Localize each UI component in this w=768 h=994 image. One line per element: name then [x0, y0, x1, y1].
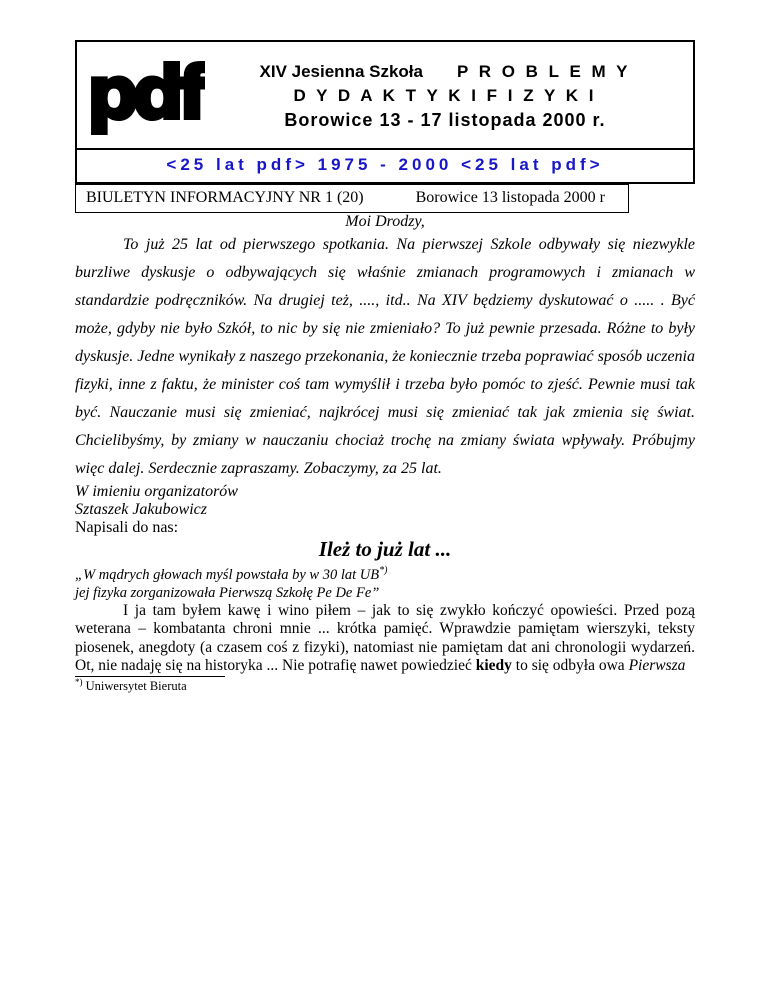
- footnote-marker: *): [75, 676, 83, 687]
- event-dates: Borowice 13 - 17 listopada 2000 r.: [284, 110, 606, 130]
- footnote: [75, 677, 695, 694]
- bulletin-bar: [75, 184, 629, 213]
- series-title-line1: P R O B L E M Y: [456, 62, 631, 81]
- article-paragraph-italic: Pierwsza: [628, 657, 686, 675]
- article-paragraph-text-2: to się odbyła owa: [511, 657, 629, 675]
- masthead: [75, 40, 695, 184]
- signoff-name: Sztaszek Jakubowicz: [75, 501, 207, 518]
- article-paragraph: [75, 602, 695, 676]
- epigraph-line1: [75, 562, 695, 584]
- section-intro: Napisali do nas:: [75, 519, 179, 536]
- article-title: Ileż to już lat ...: [318, 537, 452, 561]
- epigraph-line1-text: „W mądrych głowach myśl powstała by w 30 lat UB: [75, 566, 380, 583]
- salutation: Moi Drodzy,: [345, 213, 425, 230]
- masthead-text: [205, 60, 685, 132]
- signoff-role: W imieniu organizatorów: [75, 483, 238, 500]
- school-name: XIV Jesienna Szkoła: [259, 62, 423, 81]
- anniversary-banner: <25 lat pdf> 1975 - 2000 <25 lat pdf>: [77, 148, 693, 182]
- article-paragraph-text: I ja tam byłem kawę i wino piłem – jak to się zwykło kończyć opowieści. Przed pozą weterana – kombatanta chroni mnie ... krótka pamięć. Wprawdzie pamiętam wierszyki, teksty piosenek, anegdoty (a czasem coś z fizyki), natomiast nie pamiętam dat ani chronologii wydarzeń. Ot, nie nadaję się na historyka ... Nie potrafię nawet powiedzieć: [75, 601, 695, 675]
- footnote-reference: *): [379, 565, 388, 576]
- article-epigraph: [75, 562, 695, 602]
- article-paragraph-bold: kiedy: [475, 657, 512, 675]
- pdf-logo: [87, 46, 205, 146]
- masthead-top: [77, 42, 693, 148]
- masthead-line1: [205, 60, 685, 84]
- footnote-text: Uniwersytet Bieruta: [85, 678, 187, 693]
- bulletin-date: Borowice 13 listopada 2000 r: [415, 189, 605, 206]
- bulletin-title: BIULETYN INFORMACYJNY NR 1 (20): [86, 189, 364, 206]
- letter-body: To już 25 lat od pierwszego spotkania. Na pierwszej Szkole odbywały się niezwykle burzliwe dyskusje o odbywających się właśnie zmianach programowych i zmianach w standardzie podręczników. Na drugiej też, ...., itd.. Na XIV będziemy dyskutować o ..... . Być może, gdyby nie było Szkół, to nic by się nie zmieniało? To już pewnie przesada. Różne to były dyskusje. Jedne wynikały z naszego przekonania, że koniecznie trzeba poprawiać sposób uczenia fizyki, inne z faktu, że minister coś tam wymyślił i trzeba było pomóc to zjeść. Pewnie musi tak być. Nauczanie musi się zmieniać, najkrócej musi się zmieniać tak jak zmienia się świat. Chcielibyśmy, by zmiany w nauczaniu chociaż trochę na zmiany świata wpływały. Próbujmy więc dalej. Serdecznie zapraszamy. Zobaczymy, za 25 lat.: [75, 236, 695, 477]
- epigraph-line2: jej fizyka zorganizowała Pierwszą Szkołę Pe De Fe”: [75, 584, 380, 601]
- pdf-logo-text: pdf: [87, 51, 204, 135]
- series-title-line2: D Y D A K T Y K I F I Z Y K I: [293, 86, 597, 105]
